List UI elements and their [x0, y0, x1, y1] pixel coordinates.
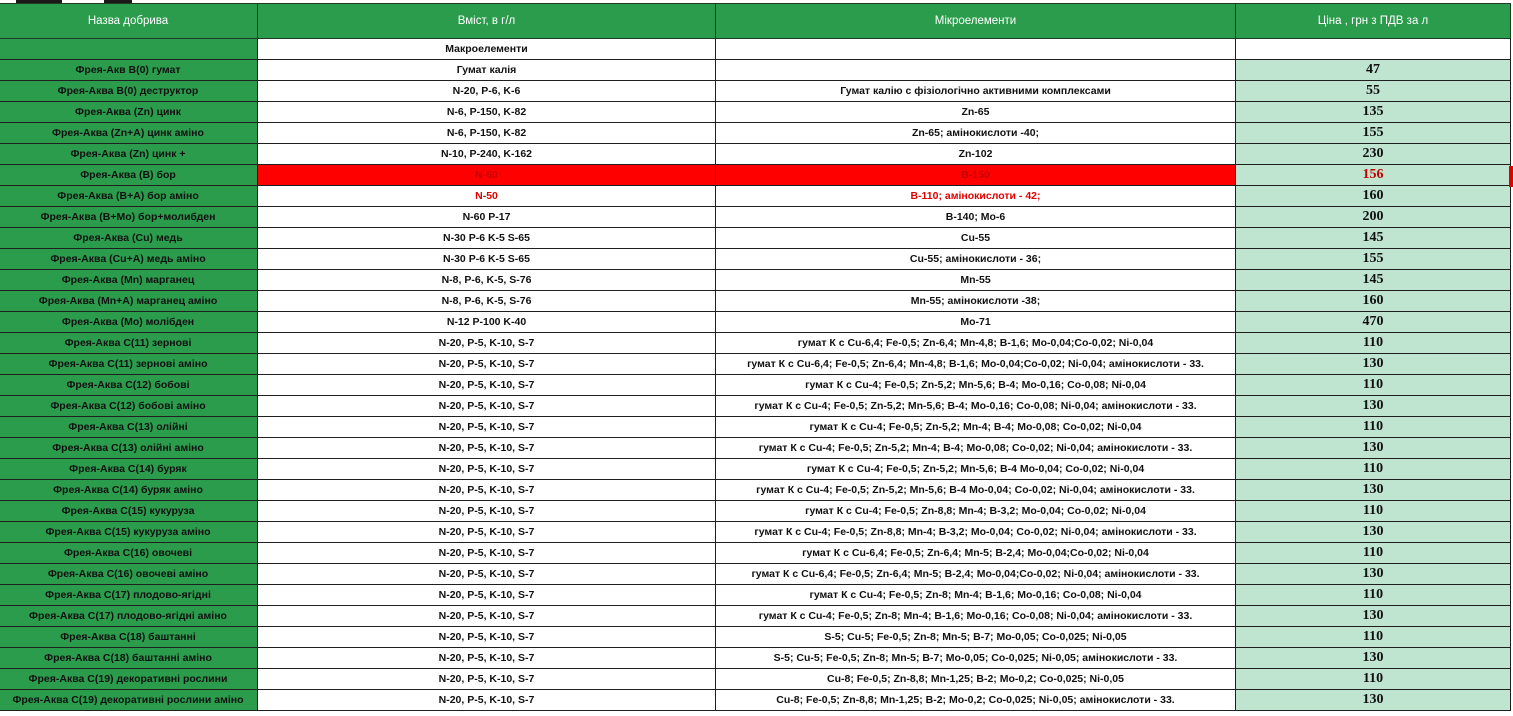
price-cell[interactable]: 110 [1236, 501, 1511, 522]
name-cell[interactable]: Фрея-Аква В(0) деструктор [0, 81, 258, 102]
content-cell[interactable]: N-20, P-5, K-10, S-7 [258, 522, 716, 543]
table-row [0, 81, 1511, 102]
name-cell[interactable]: Фрея-Аква С(13) олійні [0, 417, 258, 438]
table-row [0, 690, 1511, 711]
content-cell[interactable]: N-20, P-5, K-10, S-7 [258, 396, 716, 417]
micro-cell[interactable]: гумат К с Cu-6,4; Fe-0,5; Zn-6,4; Mn-4,8; B-1,6; Mo-0,04;Co-0,02; Ni-0,04 [716, 333, 1236, 354]
table-row [0, 669, 1511, 690]
table-row [0, 438, 1511, 459]
table-row [0, 522, 1511, 543]
table-row [0, 459, 1511, 480]
price-cell[interactable]: 130 [1236, 690, 1511, 711]
micro-cell[interactable]: B-150 [716, 165, 1236, 186]
table-row [0, 60, 1511, 81]
price-cell[interactable]: 470 [1236, 312, 1511, 333]
micro-cell[interactable]: гумат К с Cu-6,4; Fe-0,5; Zn-6,4; Mn-4,8; B-1,6; Mo-0,04;Co-0,02; Ni-0,04; амінокислоти - 33. [716, 354, 1236, 375]
content-cell[interactable]: N-60 P-17 [258, 207, 716, 228]
table-row [0, 207, 1511, 228]
micro-cell[interactable]: Cu-55; амінокислоти - 36; [716, 249, 1236, 270]
name-cell[interactable]: Фрея-Аква С(14) буряк аміно [0, 480, 258, 501]
name-cell[interactable]: Фрея-Аква С(16) овочеві аміно [0, 564, 258, 585]
header-name[interactable]: Назва добрива [0, 4, 258, 39]
micro-cell[interactable]: гумат К с Cu-4; Fe-0,5; Zn-5,2; Mn-4; B-4; Mo-0,08; Co-0,02; Ni-0,04 [716, 417, 1236, 438]
price-cell[interactable]: 110 [1236, 543, 1511, 564]
table-row [0, 291, 1511, 312]
table-row [0, 585, 1511, 606]
price-cell[interactable]: 230 [1236, 144, 1511, 165]
name-cell[interactable]: Фрея-Аква С(18) баштанні аміно [0, 648, 258, 669]
table-row [0, 228, 1511, 249]
name-cell[interactable]: Фрея-Аква С(17) плодово-ягідні аміно [0, 606, 258, 627]
micro-cell[interactable]: Zn-65; амінокислоти -40; [716, 123, 1236, 144]
table-row [0, 270, 1511, 291]
price-cell[interactable]: 55 [1236, 81, 1511, 102]
micro-cell[interactable] [716, 39, 1236, 60]
content-cell[interactable]: N-20, P-5, K-10, S-7 [258, 648, 716, 669]
micro-cell[interactable]: Гумат калію с фізіологічно активними комплексами [716, 81, 1236, 102]
name-cell[interactable]: Фрея-Аква С(11) зернові аміно [0, 354, 258, 375]
name-cell[interactable]: Фрея-Аква (Zn) цинк [0, 102, 258, 123]
price-cell[interactable]: 47 [1236, 60, 1511, 81]
table-row [0, 606, 1511, 627]
price-cell[interactable]: 110 [1236, 585, 1511, 606]
table-row [0, 480, 1511, 501]
content-cell[interactable]: N-60 [258, 165, 716, 186]
name-cell[interactable]: Фрея-Аква С(19) декоративні рослини [0, 669, 258, 690]
micro-cell[interactable]: гумат К с Cu-4; Fe-0,5; Zn-8; Mn-4; B-1,6; Mo-0,16; Co-0,08; Ni-0,04 [716, 585, 1236, 606]
content-cell[interactable]: N-20, P-5, K-10, S-7 [258, 480, 716, 501]
content-cell[interactable]: N-20, P-6, K-6 [258, 81, 716, 102]
price-cell[interactable]: 130 [1236, 648, 1511, 669]
micro-cell[interactable]: Mo-71 [716, 312, 1236, 333]
micro-cell[interactable]: Zn-102 [716, 144, 1236, 165]
price-cell[interactable]: 130 [1236, 438, 1511, 459]
table-row [0, 333, 1511, 354]
table-row [0, 249, 1511, 270]
price-cell[interactable]: 155 [1236, 249, 1511, 270]
content-cell[interactable]: N-20, P-5, K-10, S-7 [258, 459, 716, 480]
header-price[interactable]: Ціна , грн з ПДВ за л [1236, 4, 1511, 39]
header-content[interactable]: Вміст, в г/л [258, 4, 716, 39]
name-cell[interactable]: Фрея-Аква С(17) плодово-ягідні [0, 585, 258, 606]
name-cell[interactable]: Фрея-Аква С(16) овочеві [0, 543, 258, 564]
header-micro[interactable]: Мікроелементи [716, 4, 1236, 39]
price-cell[interactable]: 145 [1236, 270, 1511, 291]
name-cell[interactable]: Фрея-Аква (Cu) медь [0, 228, 258, 249]
table-row [0, 144, 1511, 165]
name-cell[interactable]: Фрея-Аква С(12) бобові аміно [0, 396, 258, 417]
content-cell[interactable]: N-10, P-240, K-162 [258, 144, 716, 165]
name-cell[interactable]: Фрея-Аква (Cu+A) медь аміно [0, 249, 258, 270]
name-cell[interactable]: Фрея-Аква С(15) кукуруза аміно [0, 522, 258, 543]
content-cell[interactable]: N-50 [258, 186, 716, 207]
table-row [0, 186, 1511, 207]
price-cell[interactable]: 130 [1236, 564, 1511, 585]
content-cell[interactable]: N-6, P-150, K-82 [258, 123, 716, 144]
name-cell[interactable]: Фрея-Аква С(19) декоративні рослини аміно [0, 690, 258, 711]
price-cell[interactable]: 110 [1236, 669, 1511, 690]
name-cell[interactable]: Фрея-Аква (Zn+A) цинк аміно [0, 123, 258, 144]
content-cell[interactable]: Гумат калія [258, 60, 716, 81]
content-cell[interactable]: N-20, P-5, K-10, S-7 [258, 690, 716, 711]
table-header-row [0, 4, 1511, 39]
price-cell[interactable]: 130 [1236, 522, 1511, 543]
micro-cell[interactable]: гумат К с Cu-4; Fe-0,5; Zn-8,8; Mn-4; B-3,2; Mo-0,04; Co-0,02; Ni-0,04 [716, 501, 1236, 522]
content-cell[interactable]: Макроелементи [258, 39, 716, 60]
micro-cell[interactable]: Cu-8; Fe-0,5; Zn-8,8; Mn-1,25; B-2; Mo-0,2; Co-0,025; Ni-0,05 [716, 669, 1236, 690]
name-cell[interactable]: Фрея-Аква (B+A) бор аміно [0, 186, 258, 207]
content-cell[interactable]: N-20, P-5, K-10, S-7 [258, 333, 716, 354]
name-cell[interactable]: Фрея-Аква (B) бор [0, 165, 258, 186]
price-cell[interactable]: 130 [1236, 480, 1511, 501]
price-cell[interactable]: 160 [1236, 186, 1511, 207]
price-cell[interactable]: 145 [1236, 228, 1511, 249]
table-row [0, 417, 1511, 438]
table-body [0, 39, 1511, 711]
micro-cell[interactable]: гумат К с Cu-4; Fe-0,5; Zn-5,2; Mn-5,6; B-4; Mo-0,16; Co-0,08; Ni-0,04; амінокислоти - 33. [716, 396, 1236, 417]
table-row [0, 354, 1511, 375]
table-row [0, 123, 1511, 144]
price-cell[interactable]: 130 [1236, 606, 1511, 627]
micro-cell[interactable]: S-5; Cu-5; Fe-0,5; Zn-8; Mn-5; B-7; Mo-0,05; Co-0,025; Ni-0,05 [716, 627, 1236, 648]
name-cell[interactable]: Фрея-Аква (Mn+A) марганец аміно [0, 291, 258, 312]
table-row [0, 39, 1511, 60]
content-cell[interactable]: N-12 P-100 K-40 [258, 312, 716, 333]
price-cell[interactable]: 135 [1236, 102, 1511, 123]
name-cell[interactable]: Фрея-Аква (Mo) молібден [0, 312, 258, 333]
content-cell[interactable]: N-20, P-5, K-10, S-7 [258, 585, 716, 606]
content-cell[interactable]: N-20, P-5, K-10, S-7 [258, 543, 716, 564]
name-cell[interactable]: Фрея-Акв В(0) гумат [0, 60, 258, 81]
micro-cell[interactable]: гумат К с Cu-6,4; Fe-0,5; Zn-6,4; Mn-5; B-2,4; Mo-0,04;Co-0,02; Ni-0,04 [716, 543, 1236, 564]
micro-cell[interactable]: гумат К с Cu-6,4; Fe-0,5; Zn-6,4; Mn-5; B-2,4; Mo-0,04;Co-0,02; Ni-0,04; амінокислоти - 33. [716, 564, 1236, 585]
content-cell[interactable]: N-20, P-5, K-10, S-7 [258, 669, 716, 690]
price-cell[interactable]: 110 [1236, 459, 1511, 480]
name-cell[interactable]: Фрея-Аква С(12) бобові [0, 375, 258, 396]
name-cell[interactable]: Фрея-Аква С(14) буряк [0, 459, 258, 480]
name-cell[interactable]: Фрея-Аква С(13) олійні аміно [0, 438, 258, 459]
name-cell[interactable]: Фрея-Аква С(15) кукуруза [0, 501, 258, 522]
content-cell[interactable]: N-8, P-6, K-5, S-76 [258, 270, 716, 291]
micro-cell[interactable]: гумат К с Cu-4; Fe-0,5; Zn-5,2; Mn-5,6; B-4; Mo-0,16; Co-0,08; Ni-0,04 [716, 375, 1236, 396]
price-cell[interactable]: 160 [1236, 291, 1511, 312]
name-cell[interactable]: Фрея-Аква С(18) баштанні [0, 627, 258, 648]
content-cell[interactable]: N-20, P-5, K-10, S-7 [258, 438, 716, 459]
table-row [0, 375, 1511, 396]
price-cell[interactable]: 130 [1236, 396, 1511, 417]
name-cell[interactable]: Фрея-Аква (Zn) цинк + [0, 144, 258, 165]
micro-cell[interactable]: гумат К с Cu-4; Fe-0,5; Zn-5,2; Mn-4; B-4; Mo-0,08; Co-0,02; Ni-0,04; амінокислоти - 33. [716, 438, 1236, 459]
table-row [0, 165, 1511, 186]
table-row [0, 627, 1511, 648]
price-cell[interactable]: 110 [1236, 333, 1511, 354]
table-row [0, 648, 1511, 669]
content-cell[interactable]: N-20, P-5, K-10, S-7 [258, 606, 716, 627]
micro-cell[interactable]: Mn-55; амінокислоти -38; [716, 291, 1236, 312]
table-row [0, 396, 1511, 417]
content-cell[interactable]: N-20, P-5, K-10, S-7 [258, 417, 716, 438]
name-cell[interactable]: Фрея-Аква С(11) зернові [0, 333, 258, 354]
content-cell[interactable]: N-20, P-5, K-10, S-7 [258, 501, 716, 522]
selection-edge-marker [1509, 166, 1513, 187]
content-cell[interactable]: N-20, P-5, K-10, S-7 [258, 627, 716, 648]
micro-cell[interactable]: S-5; Cu-5; Fe-0,5; Zn-8; Mn-5; B-7; Mo-0,05; Co-0,025; Ni-0,05; амінокислоти - 33. [716, 648, 1236, 669]
price-table [0, 3, 1511, 711]
name-cell[interactable] [0, 39, 258, 60]
micro-cell[interactable]: гумат К с Cu-4; Fe-0,5; Zn-8,8; Mn-4; B-3,2; Mo-0,04; Co-0,02; Ni-0,04; амінокислоти - 33. [716, 522, 1236, 543]
price-cell[interactable]: 110 [1236, 375, 1511, 396]
content-cell[interactable]: N-6, P-150, K-82 [258, 102, 716, 123]
price-cell[interactable]: 110 [1236, 627, 1511, 648]
table-row [0, 102, 1511, 123]
table-row [0, 543, 1511, 564]
micro-cell[interactable]: гумат К с Cu-4; Fe-0,5; Zn-5,2; Mn-5,6; B-4 Mo-0,04; Co-0,02; Ni-0,04; амінокислоти - 33. [716, 480, 1236, 501]
content-cell[interactable]: N-20, P-5, K-10, S-7 [258, 375, 716, 396]
content-cell[interactable]: N-20, P-5, K-10, S-7 [258, 564, 716, 585]
micro-cell[interactable]: B-110; амінокислоти - 42; [716, 186, 1236, 207]
price-cell[interactable]: 110 [1236, 417, 1511, 438]
table-row [0, 564, 1511, 585]
micro-cell[interactable]: гумат К с Cu-4; Fe-0,5; Zn-8; Mn-4; B-1,6; Mo-0,16; Co-0,08; Ni-0,04; амінокислоти - 33. [716, 606, 1236, 627]
content-cell[interactable]: N-30 P-6 K-5 S-65 [258, 249, 716, 270]
micro-cell[interactable]: Cu-8; Fe-0,5; Zn-8,8; Mn-1,25; B-2; Mo-0,2; Co-0,025; Ni-0,05; амінокислоти - 33. [716, 690, 1236, 711]
table-row [0, 501, 1511, 522]
content-cell[interactable]: N-20, P-5, K-10, S-7 [258, 354, 716, 375]
table-row [0, 312, 1511, 333]
price-cell[interactable]: 130 [1236, 354, 1511, 375]
content-cell[interactable]: N-8, P-6, K-5, S-76 [258, 291, 716, 312]
micro-cell[interactable] [716, 60, 1236, 81]
micro-cell[interactable]: B-140; Mo-6 [716, 207, 1236, 228]
content-cell[interactable]: N-30 P-6 K-5 S-65 [258, 228, 716, 249]
name-cell[interactable]: Фрея-Аква (Mn) марганец [0, 270, 258, 291]
price-cell[interactable] [1236, 39, 1511, 60]
price-cell[interactable]: 200 [1236, 207, 1511, 228]
price-cell[interactable]: 156 [1236, 165, 1511, 186]
micro-cell[interactable]: Zn-65 [716, 102, 1236, 123]
micro-cell[interactable]: Cu-55 [716, 228, 1236, 249]
price-cell[interactable]: 155 [1236, 123, 1511, 144]
micro-cell[interactable]: Mn-55 [716, 270, 1236, 291]
name-cell[interactable]: Фрея-Аква (B+Mo) бор+молибден [0, 207, 258, 228]
micro-cell[interactable]: гумат К с Cu-4; Fe-0,5; Zn-5,2; Mn-5,6; B-4 Mo-0,04; Co-0,02; Ni-0,04 [716, 459, 1236, 480]
